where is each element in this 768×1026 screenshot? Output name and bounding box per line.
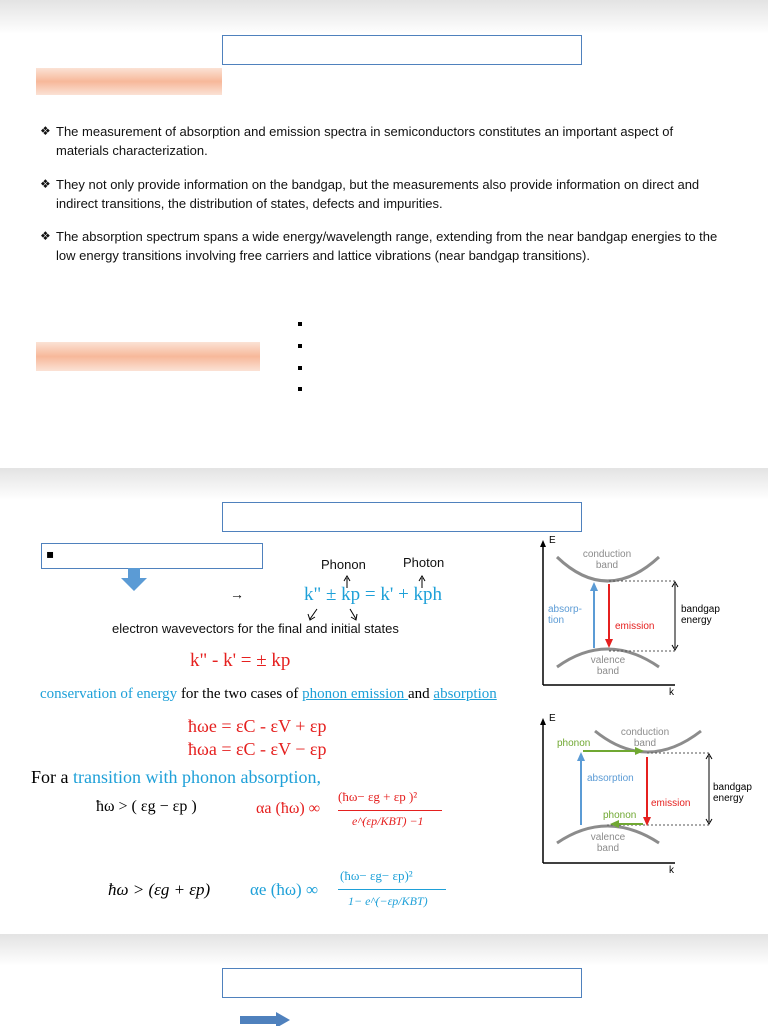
bullet-text: The measurement of absorption and emission spectra in semiconductors constitutes an important aspect of materials characterization. (56, 124, 674, 158)
slide2-title-box (222, 502, 582, 532)
bullet-text: They not only provide information on the bandgap, but the measurements also provide information on direct and indirect transitions, the distribution of states, defects and impurities. (56, 177, 700, 211)
emission-label: emission (615, 621, 655, 632)
valence-band-label: valence band (590, 655, 626, 677)
axis-e-label: E (549, 713, 556, 724)
square-bullet-icon (298, 344, 302, 348)
square-bullet-icon (298, 387, 302, 391)
absorption-label: absorp- tion (548, 604, 582, 626)
alpha-a-fraction-bar (338, 810, 442, 811)
momentum-equation: k" ± kp = k' + kph (304, 584, 443, 605)
down-arrow-icon (120, 568, 148, 592)
alpha-e-denominator: 1− e^(−εp/KBT) (348, 894, 428, 908)
valence-band-label: valence band (590, 832, 626, 854)
alpha-e-fraction-bar (338, 889, 446, 890)
square-bullet-icon (298, 322, 302, 326)
slide1-header-band (0, 0, 768, 34)
phonon-emission-link[interactable]: phonon emission (302, 686, 408, 702)
absorption-label: absorption (587, 773, 634, 784)
bandgap-energy-label: bandgap energy (713, 782, 752, 804)
diamond-bullet-icon: ❖ (40, 124, 51, 138)
bullet-text: The absorption spectrum spans a wide energy/wavelength range, extending from the near bandgap energies to the low energy transitions involving free carriers and lattice vibrations (near bandgap transitions). (56, 229, 718, 263)
emission-label: emission (651, 798, 691, 809)
square-bullet-icon (298, 366, 302, 370)
slide1-highlight-bar (36, 68, 222, 95)
bullet-item-2 (40, 175, 720, 213)
alpha-a-denominator: e^(εp/KBT) −1 (352, 814, 424, 828)
energy-text: for the two cases of (177, 686, 303, 702)
slide1-highlight-bar-2 (36, 342, 260, 371)
phonon-absorbed-label: phonon (557, 738, 591, 749)
alpha-a-numerator: (ħω− εg + εp )² (338, 789, 418, 804)
phonon-emitted-label: phonon (603, 810, 637, 821)
square-bullet-icon: ▪ (46, 547, 55, 561)
energy-term: conservation of energy (40, 686, 178, 702)
emission-energy-equation: ħωe = εC - εV + εp (188, 716, 327, 736)
delta-k-equation: k" - k' = ± kp (190, 650, 291, 671)
energy-conservation-line (40, 686, 497, 703)
absorption-energy-equation: ħωa = εC - εV − εp (188, 739, 327, 759)
wavevector-caption: electron wavevectors for the final and initial states (112, 621, 399, 636)
conduction-band-label: conduction band (620, 727, 670, 749)
right-arrow-icon: → (230, 586, 244, 602)
transition-heading (31, 767, 321, 788)
alpha-e-expression: αe (ħω) ∞ (250, 880, 319, 899)
axis-k-label: k (669, 687, 674, 698)
energy-text: and (408, 686, 434, 702)
indirect-transition-diagram (535, 713, 752, 883)
direct-transition-diagram (535, 535, 735, 705)
conduction-band-label: conduction band (582, 549, 632, 571)
transition-text: For a (31, 767, 73, 787)
diamond-bullet-icon: ❖ (40, 177, 51, 191)
photon-label: Photon (403, 555, 445, 570)
axis-k-label: k (669, 865, 674, 876)
phonon-label: Phonon (321, 557, 366, 572)
transition-highlight: transition with phonon absorption, (73, 767, 321, 787)
absorption-condition: ħω > ( εg − εp ) (96, 798, 197, 815)
slide1-title-box (222, 35, 582, 65)
bandgap-energy-label: bandgap energy (681, 604, 720, 626)
absorption-link[interactable]: absorption (433, 686, 497, 702)
slide3-title-box (222, 968, 582, 998)
slide3-header-band (0, 934, 768, 966)
bullet-item-1 (40, 122, 720, 160)
diamond-bullet-icon: ❖ (40, 229, 51, 243)
slide2-header-band (0, 468, 768, 500)
emission-condition: ħω > (εg + εp) (108, 880, 211, 899)
slide2-bullet-box (41, 543, 263, 569)
bullet-item-3 (40, 227, 720, 265)
alpha-e-numerator: (ħω− εg− εp)² (340, 868, 413, 883)
axis-e-label: E (549, 535, 556, 546)
alpha-a-expression: αa (ħω) ∞ (256, 800, 321, 817)
